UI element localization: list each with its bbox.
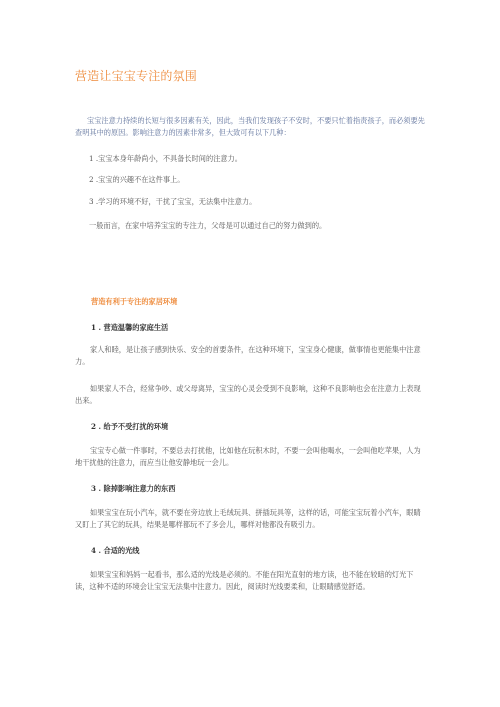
subsection-heading: 1 . 营造温馨的家庭生活: [91, 323, 169, 332]
body-paragraph: 宝宝专心做一件事时，不要总去打扰他，比如他在玩积木时，不要一会叫他喝水，一会叫他吃苹果，人为地干扰他的注意力，而应当让他安静地玩一会儿。: [75, 446, 421, 467]
factor-item: 2 .宝宝的兴趣不在这件事上。: [89, 175, 185, 184]
body-paragraph: 如果宝宝和妈妈一起看书，那么适的光线是必须的。不能在阳光直射的地方读，也不能在较暗的灯光下读，这种不适的环境会让宝宝无法集中注意力。因此，阅读时光线要柔和，让眼睛感觉舒适。: [75, 570, 414, 591]
summary-text: 一般而言，在家中培养宝宝的专注力，父母是可以通过自己的努力做到的。: [89, 221, 327, 230]
body-paragraph: 如果家人不合，经常争吵、或父母离异，宝宝的心灵会受到不良影响，这种不良影响也会在注意力上表现出来。: [75, 384, 421, 405]
factor-item: 3 .学习的环境不好，干扰了宝宝，无法集中注意力。: [89, 197, 257, 206]
section-title: 营造有利于专注的家居环境: [91, 297, 178, 306]
subsection-heading: 3 . 除掉影响注意力的东西: [91, 484, 176, 493]
page-title: 营造让宝宝专注的氛围: [75, 69, 198, 83]
body-paragraph: 家人和睦，是让孩子感到快乐、安全的首要条件，在这种环境下，宝宝身心健康，做事情也更能集中注意力。: [75, 345, 421, 366]
subsection-heading: 4 . 合适的光线: [91, 546, 140, 555]
subsection-heading: 2 . 给予不受打扰的环境: [91, 422, 169, 431]
body-paragraph: 如果宝宝在玩小汽车，就不要在旁边放上毛绒玩具、拼插玩具等，这样的话，可能宝宝玩着小汽车，眼睛又盯上了其它的玩具，结果是哪样都玩不了多会儿，哪样对他都没有吸引力。: [75, 508, 421, 529]
intro-paragraph: 宝宝注意力持续的长短与很多因素有关，因此，当我们发现孩子不安时，不要只忙着指责孩子，而必须要先查明其中的原因。影响注意力的因素非常多，但大致可有以下几种：: [75, 116, 425, 137]
factor-item: 1 .宝宝本身年龄尚小，不具备长时间的注意力。: [89, 154, 242, 163]
